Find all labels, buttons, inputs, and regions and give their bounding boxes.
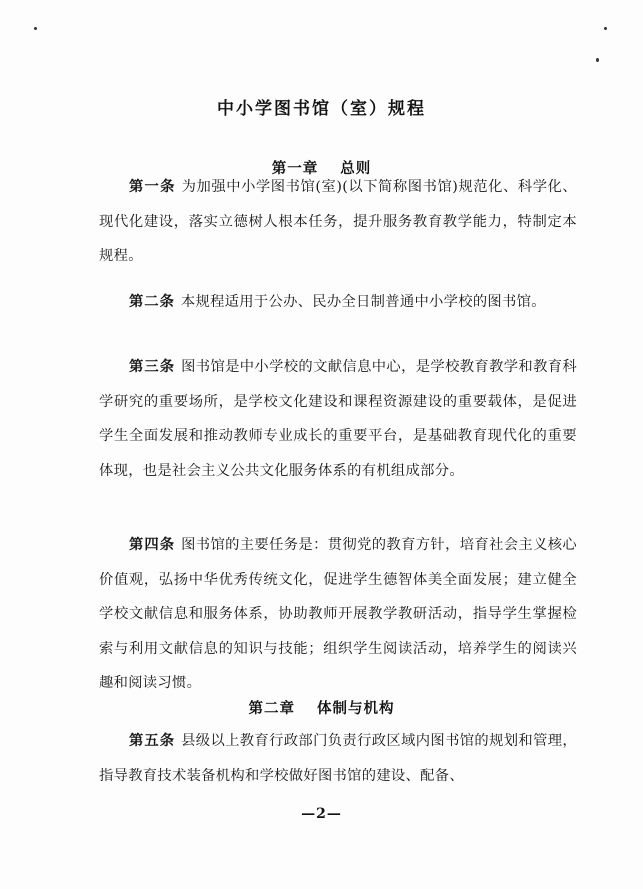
article-text: 图书馆的主要任务是：贯彻党的教育方针，培育社会主义核心价值观，弘扬中华优秀传统文化，促进学生德智体美全面发展；建立健全学校文献信息和服务体系，协助教师开展教学教研活动，指导学生掌握检索与利用文献信息的知识与技能；组织学生阅读活动，培养学生的阅读兴趣和阅读习惯。: [99, 537, 578, 691]
chapter-name: 总则: [340, 161, 372, 177]
article-paragraph: [99, 724, 577, 793]
article-paragraph: [99, 285, 577, 320]
chapter-name: 体制与机构: [317, 701, 395, 717]
article-text: 图书馆是中小学校的文献信息中心，是学校教育教学和教育科学研究的重要场所，是学校文化建设和课程资源建设的重要载体，是促进学生全面发展和推动教师专业成长的重要平台，是基础教育现代化的重要体现，也是社会主义公共文化服务体系的有机组成部分。: [99, 359, 578, 479]
article-label: 第一条: [129, 179, 176, 195]
article-text: 县级以上教育行政部门负责行政区域内图书馆的规划和管理，指导教育技术装备机构和学校做好图书馆的建设、配备、: [99, 733, 578, 784]
article-paragraph: [99, 350, 577, 488]
page-number: —2—: [301, 806, 342, 822]
chapter-number: 第二章: [248, 701, 295, 717]
document-title: 中小学图书馆（室）规程: [217, 99, 426, 119]
article-paragraph: [99, 170, 577, 274]
scan-speck: [34, 27, 37, 30]
article-text: 本规程适用于公办、民办全日制普通中小学校的图书馆。: [180, 294, 546, 310]
chapter-number: 第一章: [271, 161, 319, 177]
scan-speck: [596, 58, 599, 62]
article-label: 第二条: [129, 294, 175, 310]
article-label: 第三条: [129, 359, 176, 375]
chapter-heading: [0, 697, 643, 718]
article-label: 第五条: [129, 733, 176, 749]
article-text: 为加强中小学图书馆(室)(以下简称图书馆)规范化、科学化、现代化建设，落实立德树人根本任务，提升服务教育教学能力，特制定本规程。: [99, 179, 578, 264]
article-paragraph: [99, 528, 577, 701]
article-label: 第四条: [129, 537, 176, 553]
scan-speck: [604, 27, 607, 30]
